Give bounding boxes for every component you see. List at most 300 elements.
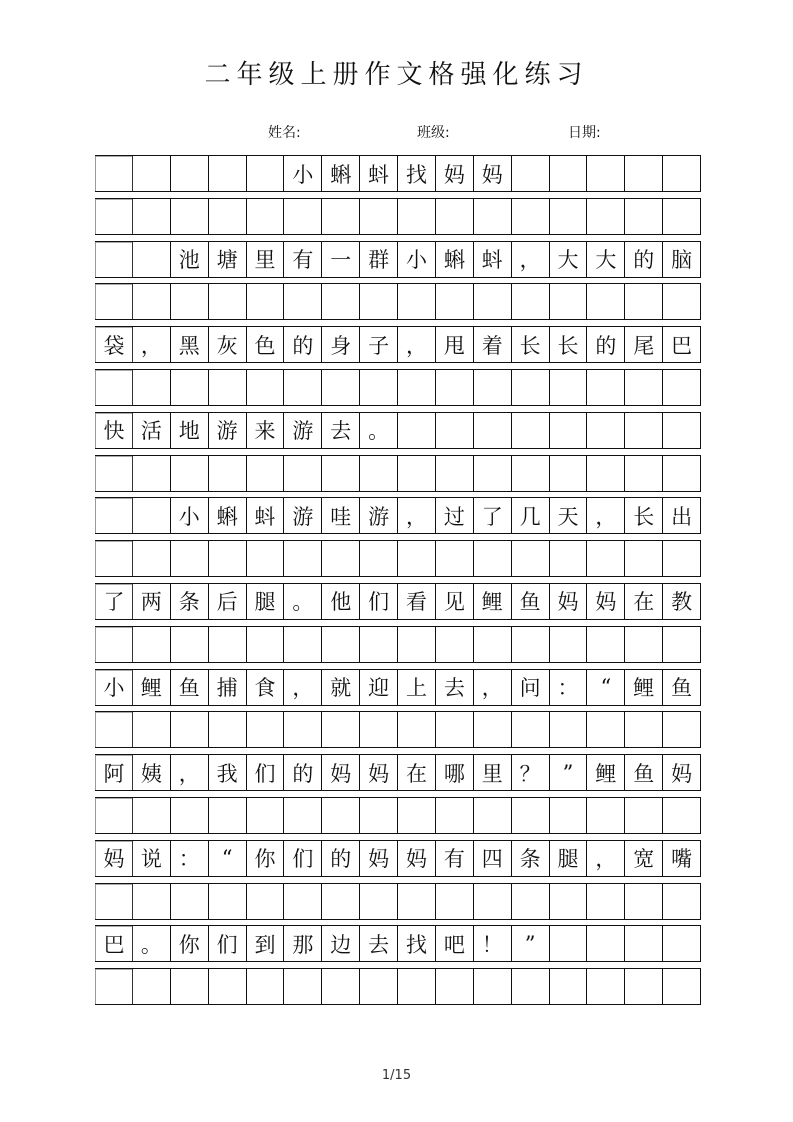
grid-cell [133, 242, 171, 277]
grid-cell: ， [587, 498, 625, 533]
grid-cell: ， [512, 242, 550, 277]
grid-cell [209, 541, 247, 576]
grid-cell [95, 370, 133, 405]
grid-cell: 蚪 [247, 498, 285, 533]
grid-cell: 蝌 [322, 156, 360, 191]
grid-cell [398, 456, 436, 491]
grid-cell [436, 798, 474, 833]
grid-cell: 妈 [322, 755, 360, 790]
grid-cell [95, 498, 133, 533]
grid-cell [398, 413, 436, 448]
grid-cell: 塘 [209, 242, 247, 277]
grid-cell [360, 541, 398, 576]
grid-cell: 着 [474, 327, 512, 362]
grid-cell [550, 627, 588, 662]
grid-cell [663, 926, 701, 961]
grid-cell: 一 [322, 242, 360, 277]
grid-row [95, 497, 701, 534]
grid-cell: 游 [284, 413, 322, 448]
grid-cell [133, 498, 171, 533]
grid-cell [474, 456, 512, 491]
grid-cell: 蝌 [209, 498, 247, 533]
grid-cell [133, 156, 171, 191]
grid-cell: 鲤 [474, 584, 512, 619]
grid-cell [247, 712, 285, 747]
grid-cell: 的 [284, 327, 322, 362]
grid-cell [587, 284, 625, 319]
grid-cell [625, 456, 663, 491]
grid-cell [209, 370, 247, 405]
grid-cell: 说 [133, 841, 171, 876]
grid-cell: 阿 [95, 755, 133, 790]
grid-cell [133, 798, 171, 833]
grid-cell [95, 456, 133, 491]
grid-cell: 有 [436, 841, 474, 876]
grid-cell [587, 884, 625, 919]
grid-cell [247, 199, 285, 234]
grid-cell: 姨 [133, 755, 171, 790]
grid-cell [171, 156, 209, 191]
grid-cell: 巴 [95, 926, 133, 961]
grid-cell [663, 413, 701, 448]
grid-cell [550, 798, 588, 833]
grid-cell [247, 884, 285, 919]
grid-cell [284, 969, 322, 1004]
grid-cell: 哇 [322, 498, 360, 533]
grid-cell: 见 [436, 584, 474, 619]
grid-cell [398, 712, 436, 747]
grid-cell: 鲤 [587, 755, 625, 790]
grid-cell [436, 413, 474, 448]
grid-cell [284, 284, 322, 319]
grid-cell: 小 [398, 242, 436, 277]
date-field-label: 日期: [568, 125, 601, 141]
grid-row [95, 369, 701, 406]
grid-cell [663, 370, 701, 405]
grid-cell: 捕 [209, 670, 247, 705]
grid-cell: 里 [474, 755, 512, 790]
grid-cell [171, 627, 209, 662]
grid-cell [95, 156, 133, 191]
grid-cell: 池 [171, 242, 209, 277]
grid-cell [171, 541, 209, 576]
grid-cell: 腿 [550, 841, 588, 876]
grid-cell: 蚪 [474, 242, 512, 277]
grid-cell: 妈 [436, 156, 474, 191]
grid-cell [436, 199, 474, 234]
grid-cell: 。 [360, 413, 398, 448]
grid-cell [95, 798, 133, 833]
grid-cell: 妈 [95, 841, 133, 876]
grid-cell [322, 798, 360, 833]
grid-row [95, 925, 701, 962]
grid-cell [625, 969, 663, 1004]
grid-cell: 色 [247, 327, 285, 362]
grid-cell [398, 627, 436, 662]
grid-cell: 大 [587, 242, 625, 277]
grid-cell: 妈 [360, 841, 398, 876]
grid-cell [209, 798, 247, 833]
grid-cell: 长 [512, 327, 550, 362]
grid-cell [133, 969, 171, 1004]
grid-cell: ， [284, 670, 322, 705]
grid-cell [663, 884, 701, 919]
grid-cell: 鱼 [512, 584, 550, 619]
grid-cell: 们 [209, 926, 247, 961]
grid-cell: 身 [322, 327, 360, 362]
grid-cell [512, 456, 550, 491]
grid-cell [474, 969, 512, 1004]
grid-cell [95, 627, 133, 662]
page-indicator: 1/15 [381, 1068, 412, 1083]
grid-cell [436, 969, 474, 1004]
grid-cell [209, 969, 247, 1004]
grid-cell: 快 [95, 413, 133, 448]
grid-cell [663, 456, 701, 491]
grid-cell [398, 370, 436, 405]
grid-cell [474, 413, 512, 448]
grid-cell [322, 884, 360, 919]
grid-cell [133, 456, 171, 491]
grid-cell [625, 284, 663, 319]
grid-cell [474, 627, 512, 662]
grid-cell: 巴 [663, 327, 701, 362]
grid-cell: 长 [625, 498, 663, 533]
grid-cell: 子 [360, 327, 398, 362]
grid-cell [171, 798, 209, 833]
grid-cell [625, 156, 663, 191]
grid-cell [322, 541, 360, 576]
grid-cell [284, 712, 322, 747]
grid-cell [360, 798, 398, 833]
grid-cell [171, 969, 209, 1004]
grid-cell [284, 627, 322, 662]
grid-cell [95, 712, 133, 747]
grid-cell: 上 [398, 670, 436, 705]
grid-cell [436, 370, 474, 405]
grid-cell: “ [209, 841, 247, 876]
grid-cell: 长 [550, 327, 588, 362]
grid-cell [625, 413, 663, 448]
grid-cell: 蝌 [436, 242, 474, 277]
grid-cell: 去 [360, 926, 398, 961]
grid-cell [625, 798, 663, 833]
grid-cell: 小 [171, 498, 209, 533]
grid-cell: 几 [512, 498, 550, 533]
grid-cell [512, 199, 550, 234]
grid-cell [133, 541, 171, 576]
grid-cell: ” [512, 926, 550, 961]
grid-cell: ？ [512, 755, 550, 790]
grid-cell: 鱼 [663, 670, 701, 705]
grid-cell [284, 370, 322, 405]
grid-cell [663, 541, 701, 576]
grid-cell [550, 370, 588, 405]
class-field-label: 班级: [417, 125, 450, 141]
grid-cell: 就 [322, 670, 360, 705]
grid-cell [587, 456, 625, 491]
grid-cell: 的 [625, 242, 663, 277]
grid-cell [550, 156, 588, 191]
grid-cell: ， [587, 841, 625, 876]
grid-cell [95, 969, 133, 1004]
grid-cell [625, 627, 663, 662]
grid-cell: 鱼 [625, 755, 663, 790]
grid-cell [171, 370, 209, 405]
grid-cell [284, 798, 322, 833]
grid-cell [587, 541, 625, 576]
grid-cell [209, 627, 247, 662]
grid-cell: 游 [209, 413, 247, 448]
grid-cell [512, 969, 550, 1004]
grid-cell [133, 627, 171, 662]
grid-cell [550, 199, 588, 234]
grid-cell: 食 [247, 670, 285, 705]
grid-row [95, 198, 701, 235]
grid-cell: 出 [663, 498, 701, 533]
grid-cell: ， [474, 670, 512, 705]
grid-cell [436, 627, 474, 662]
grid-cell [360, 199, 398, 234]
grid-cell: 天 [550, 498, 588, 533]
grid-cell: 有 [284, 242, 322, 277]
grid-cell: 后 [209, 584, 247, 619]
grid-cell: 黑 [171, 327, 209, 362]
grid-row [95, 669, 701, 706]
grid-cell: 鲤 [625, 670, 663, 705]
grid-cell [322, 456, 360, 491]
grid-cell: 了 [474, 498, 512, 533]
grid-cell [550, 884, 588, 919]
grid-cell [474, 284, 512, 319]
grid-cell [322, 627, 360, 662]
grid-row [95, 241, 701, 278]
grid-cell [550, 413, 588, 448]
composition-grid [95, 155, 701, 1011]
grid-row [95, 155, 701, 192]
grid-cell [398, 284, 436, 319]
grid-cell [512, 541, 550, 576]
grid-cell: 甩 [436, 327, 474, 362]
grid-cell [284, 456, 322, 491]
grid-cell [436, 284, 474, 319]
grid-cell: 活 [133, 413, 171, 448]
grid-cell [133, 884, 171, 919]
grid-cell [587, 199, 625, 234]
grid-cell [587, 156, 625, 191]
grid-cell [512, 884, 550, 919]
grid-cell: 吧 [436, 926, 474, 961]
grid-cell [171, 884, 209, 919]
grid-row [95, 455, 701, 492]
grid-cell [436, 884, 474, 919]
grid-cell [133, 284, 171, 319]
grid-cell: 们 [360, 584, 398, 619]
grid-cell: 条 [171, 584, 209, 619]
grid-cell [209, 199, 247, 234]
grid-cell [663, 156, 701, 191]
grid-cell [322, 199, 360, 234]
grid-cell: 四 [474, 841, 512, 876]
grid-cell [95, 541, 133, 576]
grid-cell [474, 199, 512, 234]
grid-cell: 那 [284, 926, 322, 961]
grid-cell: 妈 [663, 755, 701, 790]
grid-cell: 地 [171, 413, 209, 448]
grid-cell: 鱼 [171, 670, 209, 705]
grid-cell [133, 199, 171, 234]
grid-cell: 边 [322, 926, 360, 961]
grid-cell: 迎 [360, 670, 398, 705]
grid-cell [550, 712, 588, 747]
grid-cell [512, 627, 550, 662]
grid-cell: ， [398, 498, 436, 533]
grid-cell: 游 [360, 498, 398, 533]
grid-cell [95, 242, 133, 277]
grid-cell [587, 627, 625, 662]
grid-cell: 小 [95, 670, 133, 705]
grid-cell [625, 370, 663, 405]
grid-cell: 群 [360, 242, 398, 277]
grid-cell [625, 926, 663, 961]
grid-cell: 。 [133, 926, 171, 961]
grid-cell [171, 284, 209, 319]
grid-cell [247, 969, 285, 1004]
grid-cell [663, 969, 701, 1004]
grid-cell [512, 370, 550, 405]
grid-cell: 尾 [625, 327, 663, 362]
grid-cell [474, 798, 512, 833]
grid-cell [663, 712, 701, 747]
grid-row [95, 883, 701, 920]
page-title: 二年级上册作文格强化练习 [204, 60, 589, 90]
grid-cell [171, 199, 209, 234]
grid-cell: ， [171, 755, 209, 790]
grid-cell: 你 [247, 841, 285, 876]
grid-row [95, 412, 701, 449]
grid-cell [663, 199, 701, 234]
grid-cell [436, 456, 474, 491]
grid-cell [322, 284, 360, 319]
grid-cell [550, 969, 588, 1004]
grid-cell: 了 [95, 584, 133, 619]
grid-cell: 腿 [247, 584, 285, 619]
grid-row [95, 797, 701, 834]
grid-cell [587, 413, 625, 448]
grid-cell [95, 284, 133, 319]
grid-cell [587, 798, 625, 833]
grid-cell [95, 884, 133, 919]
grid-cell: “ [587, 670, 625, 705]
grid-cell [360, 969, 398, 1004]
grid-cell [284, 199, 322, 234]
grid-cell [247, 456, 285, 491]
grid-row [95, 540, 701, 577]
grid-cell [512, 156, 550, 191]
grid-cell [209, 284, 247, 319]
grid-row [95, 968, 701, 1005]
grid-cell [474, 541, 512, 576]
grid-cell: 妈 [398, 841, 436, 876]
grid-cell [171, 712, 209, 747]
grid-cell: 袋 [95, 327, 133, 362]
grid-cell [95, 199, 133, 234]
grid-cell [512, 413, 550, 448]
grid-cell: 两 [133, 584, 171, 619]
grid-cell [247, 798, 285, 833]
grid-cell [436, 541, 474, 576]
grid-cell: ！ [474, 926, 512, 961]
grid-cell: ， [133, 327, 171, 362]
grid-cell [663, 798, 701, 833]
grid-cell: 问 [512, 670, 550, 705]
grid-cell: 过 [436, 498, 474, 533]
grid-cell [284, 541, 322, 576]
grid-cell: 去 [436, 670, 474, 705]
grid-cell: 灰 [209, 327, 247, 362]
grid-cell [474, 370, 512, 405]
grid-cell [360, 712, 398, 747]
grid-cell: 妈 [474, 156, 512, 191]
grid-cell [550, 541, 588, 576]
grid-cell: 宽 [625, 841, 663, 876]
grid-cell: 蚪 [360, 156, 398, 191]
grid-cell [625, 712, 663, 747]
grid-cell [398, 798, 436, 833]
grid-cell: 到 [247, 926, 285, 961]
grid-cell [209, 156, 247, 191]
grid-cell [398, 541, 436, 576]
grid-cell [436, 712, 474, 747]
grid-cell [398, 884, 436, 919]
grid-cell [587, 712, 625, 747]
grid-cell [512, 712, 550, 747]
grid-cell: ： [550, 670, 588, 705]
grid-cell: 的 [284, 755, 322, 790]
grid-cell [209, 884, 247, 919]
grid-cell: 找 [398, 156, 436, 191]
grid-cell [247, 284, 285, 319]
grid-cell: 游 [284, 498, 322, 533]
grid-cell: 妈 [360, 755, 398, 790]
grid-cell: 看 [398, 584, 436, 619]
grid-cell: 大 [550, 242, 588, 277]
grid-row [95, 283, 701, 320]
grid-cell [247, 541, 285, 576]
grid-cell: ： [171, 841, 209, 876]
grid-cell [284, 884, 322, 919]
grid-cell [474, 712, 512, 747]
grid-cell: 的 [322, 841, 360, 876]
grid-cell [625, 199, 663, 234]
grid-cell [322, 969, 360, 1004]
grid-cell [360, 884, 398, 919]
grid-cell [247, 370, 285, 405]
grid-cell [133, 712, 171, 747]
grid-cell [247, 627, 285, 662]
grid-row [95, 583, 701, 620]
grid-cell [587, 370, 625, 405]
grid-cell [474, 884, 512, 919]
grid-cell: 的 [587, 327, 625, 362]
grid-cell [322, 712, 360, 747]
grid-cell [663, 284, 701, 319]
grid-row [95, 754, 701, 791]
grid-cell: 去 [322, 413, 360, 448]
grid-cell: 们 [247, 755, 285, 790]
grid-cell: 找 [398, 926, 436, 961]
grid-cell [209, 712, 247, 747]
